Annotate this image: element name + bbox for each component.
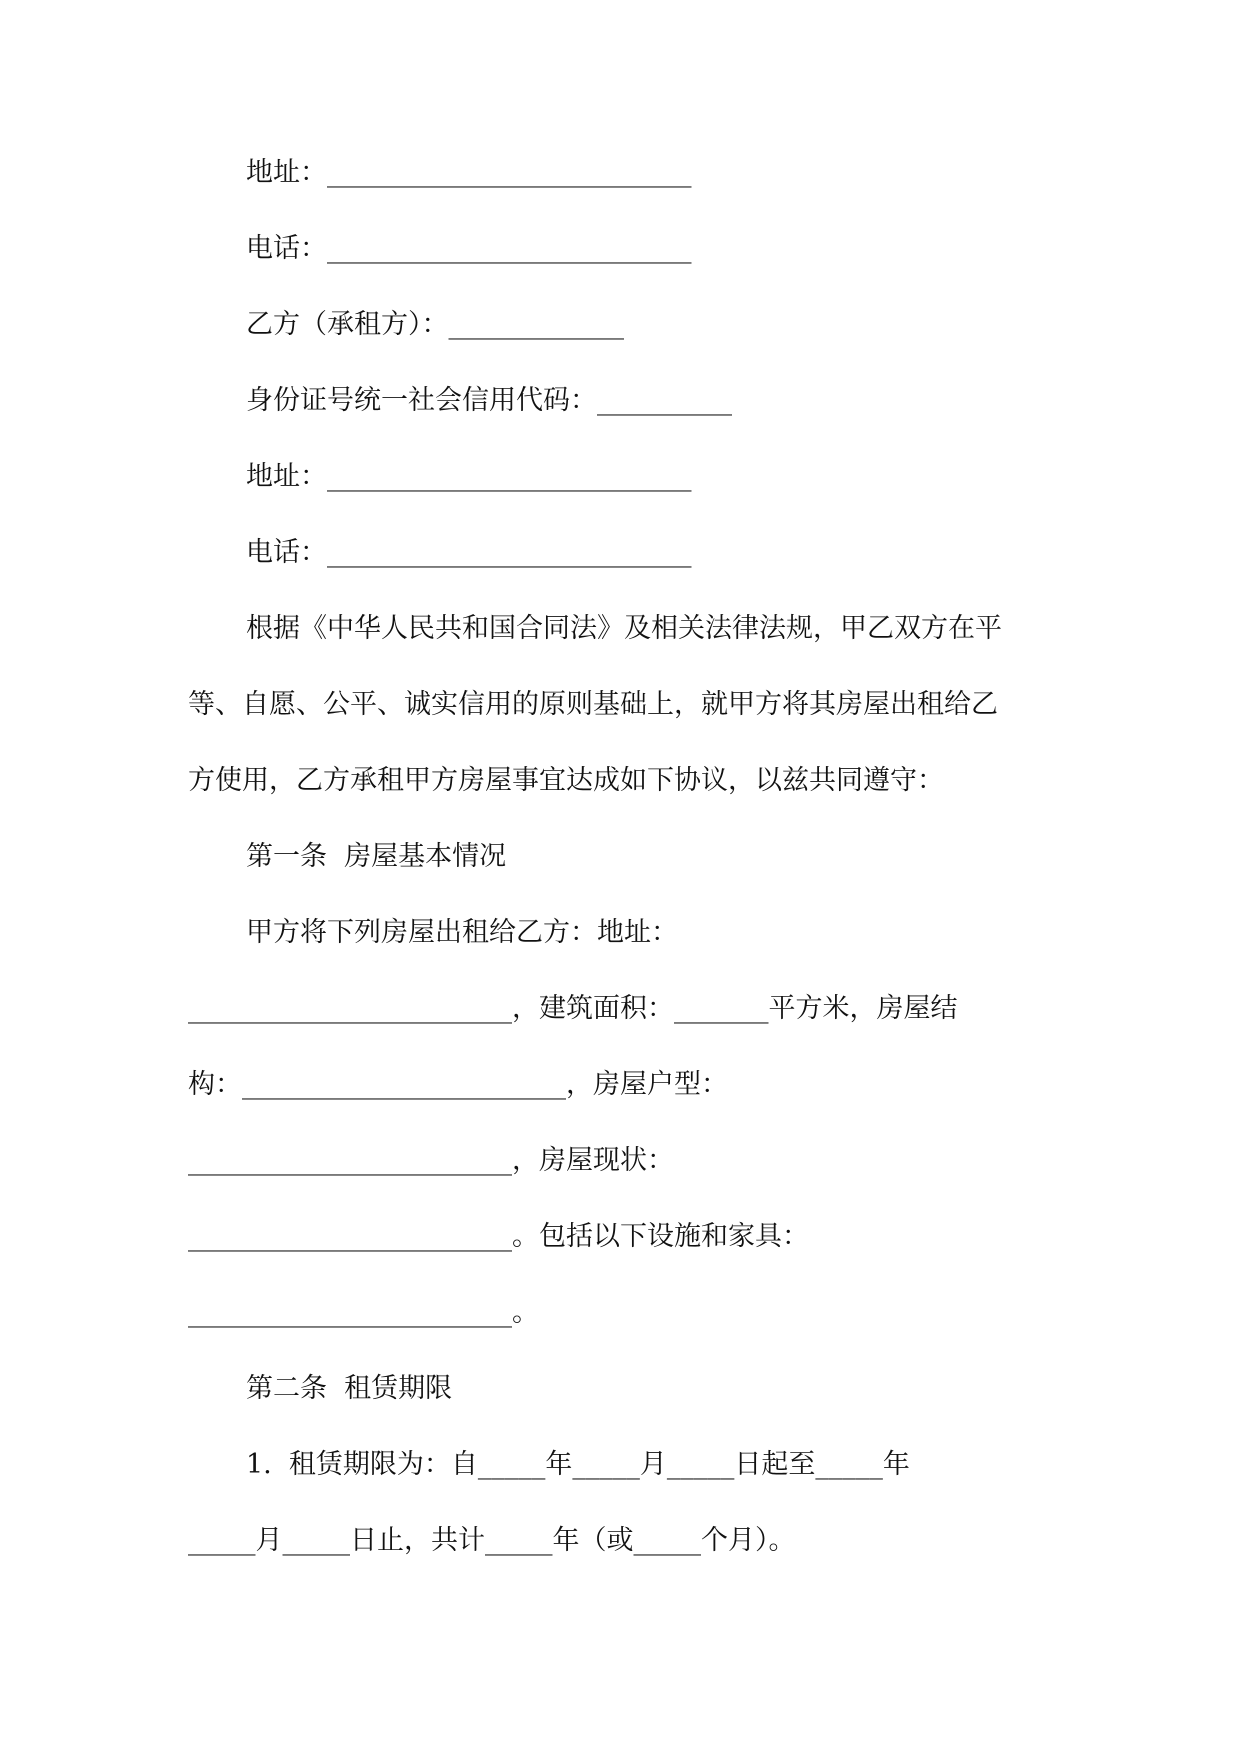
article-2-heading: 第二条 租赁期限: [246, 1373, 453, 1404]
article-1-line-5: ________________________。包括以下设施和家具：: [188, 1221, 809, 1252]
preamble-line-1: 根据《中华人民共和国合同法》及相关法律法规，甲乙双方在平: [246, 613, 1002, 644]
article-1-line-2: ________________________，建筑面积：_______平方米，房屋结: [188, 993, 958, 1024]
article-2-line-1: 1. 租赁期限为：自_____年_____月_____日起至_____年: [246, 1449, 910, 1480]
article-2-line-2: _____月_____日止，共计_____年（或_____个月）。: [188, 1525, 796, 1556]
party-a-phone-line: 电话：___________________________: [246, 233, 692, 264]
article-1-line-3: 构：________________________，房屋户型：: [188, 1069, 728, 1100]
party-b-id-line: 身份证号统一社会信用代码：__________: [246, 385, 732, 416]
article-1-line-6: ________________________。: [188, 1297, 539, 1328]
preamble-line-2: 等、自愿、公平、诚实信用的原则基础上，就甲方将其房屋出租给乙: [188, 689, 998, 720]
party-b-lessee-line: 乙方（承租方）：_____________: [246, 309, 624, 340]
party-a-address-line: 地址：___________________________: [246, 157, 692, 188]
preamble-line-3: 方使用，乙方承租甲方房屋事宜达成如下协议，以兹共同遵守：: [188, 765, 944, 796]
party-b-address-line: 地址：___________________________: [246, 461, 692, 492]
article-1-heading: 第一条 房屋基本情况: [246, 841, 507, 872]
article-1-line-1: 甲方将下列房屋出租给乙方：地址：: [246, 917, 678, 948]
article-1-line-4: ________________________，房屋现状：: [188, 1145, 674, 1176]
party-b-phone-line: 电话：___________________________: [246, 537, 692, 568]
